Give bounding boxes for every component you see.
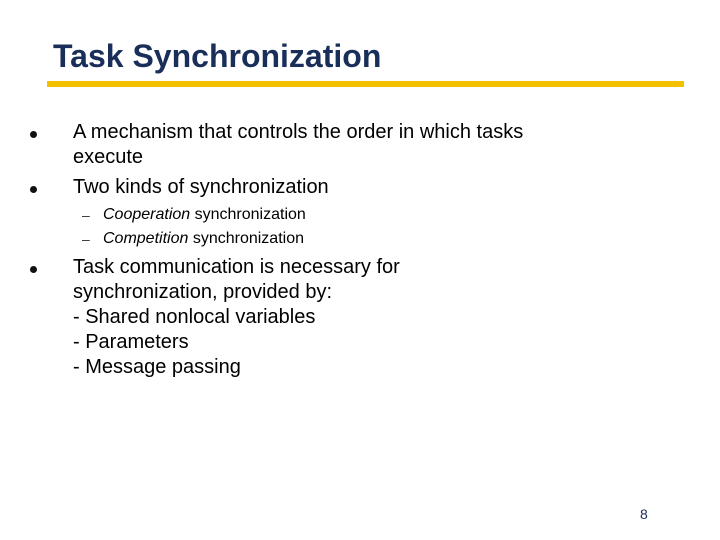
bullet-line: - Message passing (73, 356, 241, 378)
bullet-line: Task communication is necessary for (73, 256, 400, 278)
dash-icon: – (82, 207, 90, 223)
bullet-line: - Parameters (73, 331, 189, 353)
sub-bullet-emphasis: Competition (103, 230, 189, 247)
bullet-dot-icon (30, 266, 37, 273)
sub-bullet-rest: synchronization (190, 206, 306, 223)
slide-title: Task Synchronization (53, 38, 382, 74)
bullet-line: Two kinds of synchronization (73, 176, 329, 198)
bullet-text (73, 255, 663, 380)
sub-bullet-rest: synchronization (188, 230, 304, 247)
bullet-line: A mechanism that controls the order in which tasks (73, 121, 524, 143)
dash-icon: – (82, 231, 90, 247)
bullet-line: synchronization, provided by: (73, 281, 333, 303)
bullet-text (73, 120, 663, 170)
bullet-dot-icon (30, 131, 37, 138)
page-number: 8 (640, 506, 648, 522)
bullet-text (73, 175, 663, 200)
sub-bullet-text (103, 228, 304, 250)
title-underline (47, 81, 684, 87)
sub-bullet-emphasis: Cooperation (103, 206, 191, 223)
sub-bullet-text (103, 204, 306, 226)
bullet-dot-icon (30, 186, 37, 193)
bullet-line: execute (73, 146, 144, 168)
sub-bullet-cooperation (82, 204, 582, 226)
bullet-line: - Shared nonlocal variables (73, 306, 316, 328)
sub-bullet-competition (82, 228, 582, 250)
